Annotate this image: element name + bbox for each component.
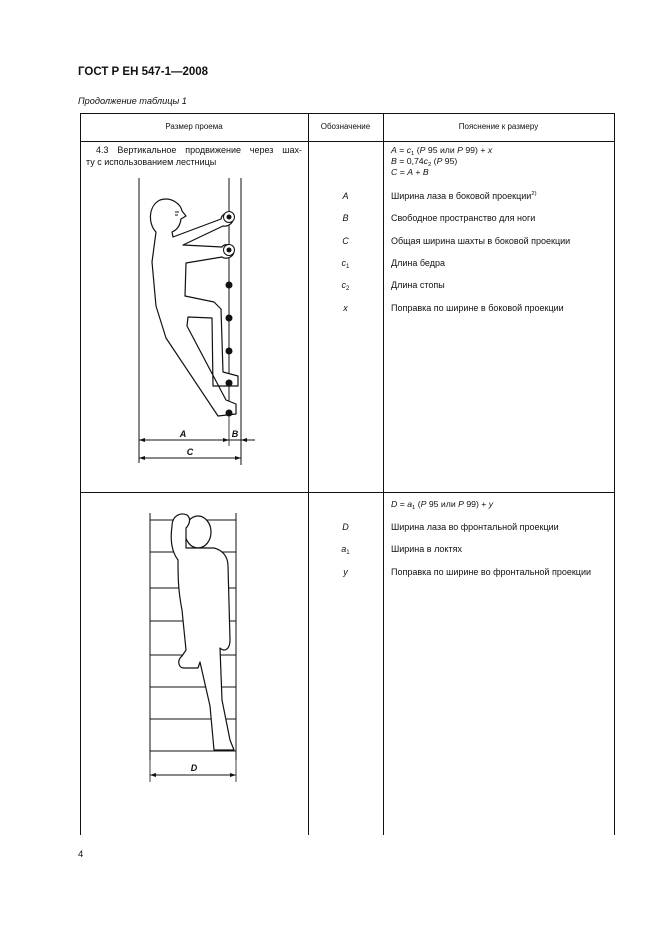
text-segment: + bbox=[412, 166, 423, 177]
ladder-rung bbox=[226, 410, 233, 417]
text-segment: = bbox=[397, 166, 408, 177]
symbol bbox=[308, 303, 383, 313]
dimension-label-b: B bbox=[231, 429, 239, 439]
text-segment: A bbox=[391, 144, 397, 155]
formula bbox=[391, 145, 492, 156]
text-segment: c bbox=[406, 144, 412, 155]
text-segment: 99) + bbox=[463, 498, 489, 509]
text-segment: c bbox=[341, 258, 347, 269]
explanation bbox=[383, 258, 445, 268]
symbol bbox=[308, 191, 383, 201]
symbol bbox=[308, 544, 383, 557]
explanation bbox=[383, 544, 462, 554]
table-row-separator bbox=[80, 492, 615, 493]
symbol-entries bbox=[308, 516, 614, 583]
text-segment: Поправка по ширине во фронтальной проекции bbox=[391, 566, 591, 577]
size-description-line: 4.3 Вертикальное продвижение через шах- bbox=[96, 145, 302, 155]
text-segment: = bbox=[396, 144, 407, 155]
ladder-rung bbox=[226, 315, 233, 322]
text-segment: 95 или bbox=[426, 498, 459, 509]
explanation bbox=[383, 236, 570, 246]
symbol-entry bbox=[308, 274, 614, 296]
text-segment: P bbox=[419, 144, 426, 155]
text-segment: c bbox=[341, 280, 347, 291]
text-segment: Поправка по ширине в боковой проекции bbox=[391, 302, 564, 313]
text-segment: Общая ширина шахты в боковой проекции bbox=[391, 235, 571, 246]
dimension-arrow bbox=[241, 438, 247, 442]
column-header-symbol: Обозначение bbox=[320, 122, 371, 131]
symbol-entry bbox=[308, 561, 614, 583]
symbol bbox=[308, 258, 383, 271]
text-segment: 95) bbox=[442, 155, 458, 166]
text-segment: C bbox=[342, 235, 349, 246]
subscript: 1 bbox=[411, 150, 415, 157]
climber-side-outline bbox=[150, 199, 238, 416]
text-segment: Ширина в локтях bbox=[391, 544, 462, 555]
front-view-figure bbox=[130, 505, 260, 790]
text-segment: C bbox=[391, 166, 398, 177]
climber-front-outline bbox=[171, 514, 234, 750]
explanation bbox=[383, 213, 535, 223]
text-segment: P bbox=[458, 498, 464, 509]
table-header-separator bbox=[80, 141, 615, 142]
text-segment: = bbox=[397, 498, 408, 509]
column-header-size: Размер проема bbox=[165, 122, 223, 131]
text-segment: P bbox=[436, 155, 443, 166]
text-segment: Длина бедра bbox=[391, 258, 445, 269]
text-segment: ( bbox=[431, 155, 437, 166]
symbol-entries bbox=[308, 185, 614, 319]
symbol-entry bbox=[308, 252, 614, 274]
explanation bbox=[383, 191, 537, 201]
formula bbox=[391, 156, 492, 167]
side-view-figure bbox=[120, 170, 270, 470]
dimension-arrow bbox=[235, 456, 241, 460]
formula-block bbox=[391, 499, 493, 510]
dimension-arrow bbox=[139, 438, 145, 442]
text-segment: x bbox=[343, 302, 348, 313]
symbol-entry bbox=[308, 296, 614, 318]
text-segment: 95 или bbox=[425, 144, 458, 155]
ladder-rung bbox=[226, 380, 233, 387]
text-segment: D bbox=[391, 498, 398, 509]
table-column-line bbox=[614, 113, 615, 835]
dimension-arrow bbox=[230, 773, 236, 777]
text-segment: ( bbox=[414, 144, 420, 155]
text-segment: a bbox=[341, 544, 347, 555]
dimension-arrow bbox=[223, 438, 229, 442]
document-code: ГОСТ Р ЕН 547-1—2008 bbox=[78, 66, 209, 78]
text-segment: 99) + bbox=[462, 144, 488, 155]
text-segment: y bbox=[343, 566, 348, 577]
symbol bbox=[308, 213, 383, 223]
text-segment: a bbox=[407, 498, 413, 509]
text-segment: A bbox=[342, 191, 349, 202]
symbol bbox=[308, 522, 383, 532]
column-header-explanation: Пояснение к размеру bbox=[458, 122, 539, 131]
table-caption: Продолжение таблицы 1 bbox=[78, 96, 187, 106]
text-segment: D bbox=[342, 522, 349, 533]
symbol-entry bbox=[308, 230, 614, 252]
text-segment: x bbox=[487, 144, 493, 155]
dimension-arrow bbox=[150, 773, 156, 777]
superscript: 2) bbox=[531, 191, 537, 198]
size-description bbox=[86, 144, 302, 168]
text-segment: Ширина лаза во фронтальной проекции bbox=[391, 522, 559, 533]
size-description-line: ту с использованием лестницы bbox=[86, 157, 217, 167]
dimension-label-c: C bbox=[186, 447, 194, 457]
text-segment: P bbox=[420, 498, 427, 509]
ladder-rung bbox=[227, 215, 232, 220]
symbol bbox=[308, 280, 383, 293]
text-segment: = 0,74 bbox=[396, 155, 424, 166]
formula bbox=[391, 167, 492, 178]
text-segment: A bbox=[407, 166, 413, 177]
dimension-arrow bbox=[139, 456, 145, 460]
subscript: 1 bbox=[346, 549, 350, 557]
explanation bbox=[383, 280, 445, 290]
text-segment: B bbox=[342, 213, 349, 224]
text-segment: ( bbox=[415, 498, 421, 509]
text-segment: c bbox=[423, 155, 428, 166]
symbol-entry bbox=[308, 516, 614, 538]
symbol bbox=[308, 567, 383, 577]
explanation bbox=[383, 303, 564, 313]
symbol-entry bbox=[308, 185, 614, 207]
symbol bbox=[308, 236, 383, 246]
formula-block bbox=[391, 145, 492, 178]
ladder-rung bbox=[227, 248, 232, 253]
dimension-label-a: A bbox=[179, 429, 187, 439]
page-number: 4 bbox=[78, 849, 84, 860]
subscript: 2 bbox=[427, 161, 432, 168]
subscript: 2 bbox=[346, 285, 350, 293]
formula bbox=[391, 499, 493, 510]
symbol-entry bbox=[308, 538, 614, 560]
explanation bbox=[383, 567, 591, 577]
subscript: 1 bbox=[346, 263, 350, 271]
dimension-label-d: D bbox=[190, 763, 198, 773]
text-segment: B bbox=[391, 155, 397, 166]
explanation bbox=[383, 522, 559, 532]
text-segment: y bbox=[488, 498, 494, 509]
symbol-entry bbox=[308, 207, 614, 229]
text-segment: P bbox=[457, 144, 463, 155]
text-segment: Длина стопы bbox=[391, 280, 445, 291]
table-column-line bbox=[80, 113, 81, 835]
subscript: 1 bbox=[412, 504, 416, 511]
text-segment: Свободное пространство для ноги bbox=[391, 213, 536, 224]
text-segment: Ширина лаза в боковой проекции bbox=[391, 191, 532, 202]
ladder-rung bbox=[226, 348, 233, 355]
text-segment: B bbox=[422, 166, 429, 177]
ladder-rung bbox=[226, 282, 233, 289]
